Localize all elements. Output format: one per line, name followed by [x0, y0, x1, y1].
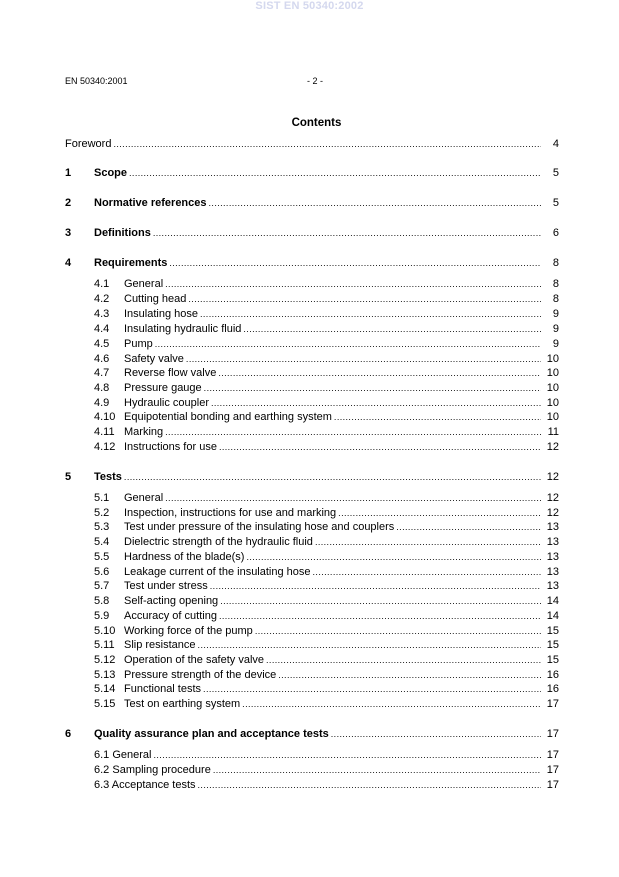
toc-entry-page: 8 — [552, 293, 559, 305]
toc-entry-label: Quality assurance plan and acceptance tests — [94, 728, 329, 740]
toc-entry-page: 12 — [546, 471, 559, 483]
leader-dots — [211, 396, 541, 410]
leader-dots — [334, 410, 541, 424]
watermark: SIST EN 50340:2002 — [255, 0, 364, 12]
toc-entry-page: 4 — [552, 138, 559, 150]
leader-dots — [198, 778, 541, 792]
toc-entry-page: 17 — [546, 728, 559, 740]
leader-dots — [165, 491, 541, 505]
toc-entry-page: 10 — [546, 382, 559, 394]
toc-entry-label: 5.15 Test on earthing system — [94, 698, 241, 710]
toc-entry-page: 11 — [547, 426, 559, 438]
toc-entry-label: 5.2 Inspection, instructions for use and marking — [94, 507, 337, 519]
toc-entry — [0, 748, 619, 762]
toc-entry-page: 13 — [546, 566, 559, 578]
toc-entry — [0, 425, 619, 439]
toc-entry — [0, 137, 619, 151]
toc-entry-page: 17 — [546, 749, 559, 761]
toc-entry-page: 8 — [552, 257, 559, 269]
toc-entry — [0, 550, 619, 564]
leader-dots — [154, 748, 542, 762]
toc-entry-page: 16 — [546, 683, 559, 695]
toc-entry — [0, 337, 619, 351]
leader-dots — [242, 697, 541, 711]
toc-entry-label: 4.5 Pump — [94, 338, 153, 350]
toc-entry-label: 5.10 Working force of the pump — [94, 625, 253, 637]
toc-entry-label: Requirements — [94, 257, 168, 269]
leader-dots — [113, 137, 541, 151]
toc-entry-page: 17 — [546, 779, 559, 791]
leader-dots — [169, 256, 541, 270]
toc-entry-label: 5.9 Accuracy of cutting — [94, 610, 217, 622]
toc-entry-page: 10 — [546, 353, 559, 365]
leader-dots — [209, 196, 541, 210]
toc-entry-label: 5.13 Pressure strength of the device — [94, 669, 277, 681]
toc-entry-label: 5.1 General — [94, 492, 164, 504]
leader-dots — [266, 653, 541, 667]
toc-entry-page: 8 — [552, 278, 559, 290]
toc-entry-page: 15 — [546, 654, 559, 666]
toc-entry-number: 5.14 — [94, 683, 116, 695]
toc-entry — [0, 697, 619, 711]
toc-entry — [0, 579, 619, 593]
toc-entry-page: 13 — [546, 551, 559, 563]
toc-entry-label: 6.2 Sampling procedure — [94, 764, 211, 776]
toc-entry-page: 12 — [546, 507, 559, 519]
toc-entry-number: 4.4 — [94, 323, 110, 335]
leader-dots — [315, 535, 541, 549]
toc-entry-page: 16 — [546, 669, 559, 681]
toc-entry-page: 14 — [546, 610, 559, 622]
toc-entry-page: 5 — [552, 167, 559, 179]
toc-entry-label: Tests — [94, 471, 122, 483]
toc-entry-label: 4.11 Marking — [94, 426, 164, 438]
leader-dots — [219, 440, 541, 454]
toc-entry — [0, 396, 619, 410]
toc-entry-number: 1 — [65, 167, 72, 179]
toc-entry — [0, 520, 619, 534]
leader-dots — [243, 322, 541, 336]
toc-entry — [0, 727, 619, 741]
toc-entry-label: 5.4 Dielectric strength of the hydraulic fluid — [94, 536, 313, 548]
toc-entry — [0, 292, 619, 306]
toc-entry-number: 5.12 — [94, 654, 116, 666]
toc-entry-label: 4.1 General — [94, 278, 164, 290]
toc-entry-number: 5.11 — [94, 639, 115, 651]
toc-entry-page: 13 — [546, 580, 559, 592]
toc-entry — [0, 763, 619, 777]
toc-entry-page: 6 — [552, 227, 559, 239]
leader-dots — [203, 682, 541, 696]
leader-dots — [218, 366, 541, 380]
toc-entry-number: 2 — [65, 197, 72, 209]
toc-entry-number: 5 — [65, 471, 72, 483]
leader-dots — [198, 638, 541, 652]
toc-entry-page: 9 — [552, 338, 559, 350]
toc-entry-number: 4.8 — [94, 382, 110, 394]
toc-entry — [0, 277, 619, 291]
toc-entry — [0, 322, 619, 336]
leader-dots — [124, 470, 541, 484]
leader-dots — [155, 337, 541, 351]
toc-entry-number: 4.10 — [94, 411, 116, 423]
toc-entry-label: 6.1 General — [94, 749, 152, 761]
toc-entry-number: 5.5 — [94, 551, 110, 563]
toc-entry-number: 6.1 — [94, 749, 113, 761]
toc-entry-page: 15 — [546, 625, 559, 637]
toc-entry — [0, 366, 619, 380]
toc-entry — [0, 256, 619, 270]
toc-entry-number: 6.3 — [94, 779, 112, 791]
toc-entry-number: 4.2 — [94, 293, 110, 305]
toc-entry-label: Definitions — [94, 227, 151, 239]
toc-entry — [0, 470, 619, 484]
toc-entry-page: 5 — [552, 197, 559, 209]
toc-entry-page: 12 — [546, 492, 559, 504]
toc-entry-page: 12 — [546, 441, 559, 453]
toc-entry-number: 4 — [65, 257, 72, 269]
leader-dots — [220, 594, 541, 608]
toc-entry-page: 10 — [546, 397, 559, 409]
leader-dots — [165, 425, 541, 439]
toc-entry-label: 4.6 Safety valve — [94, 353, 184, 365]
toc-entry-number: 5.6 — [94, 566, 110, 578]
toc-entry — [0, 226, 619, 240]
toc-entry — [0, 506, 619, 520]
toc-entry-number: 4.11 — [94, 426, 115, 438]
toc-entry-page: 17 — [546, 698, 559, 710]
leader-dots — [396, 520, 541, 534]
toc-entry-number: 5.9 — [94, 610, 110, 622]
toc-entry-page: 15 — [546, 639, 559, 651]
toc-entry — [0, 594, 619, 608]
leader-dots — [213, 763, 541, 777]
contents-title: Contents — [291, 117, 342, 129]
toc-entry-number: 4.6 — [94, 353, 110, 365]
toc-entry-number: 5.1 — [94, 492, 110, 504]
toc-entry-number: 5.3 — [94, 521, 110, 533]
toc-entry-number: 5.8 — [94, 595, 110, 607]
toc-entry-number: 5.7 — [94, 580, 110, 592]
toc-entry — [0, 440, 619, 454]
leader-dots — [313, 565, 541, 579]
toc-entry-number: 6 — [65, 728, 72, 740]
leader-dots — [165, 277, 541, 291]
toc-entry-page: 13 — [546, 536, 559, 548]
toc-entry-label: 5.11 Slip resistance — [94, 639, 196, 651]
toc-entry — [0, 682, 619, 696]
document-id: EN 50340:2001 — [65, 76, 128, 86]
toc-entry-number: 5.15 — [94, 698, 116, 710]
leader-dots — [200, 307, 541, 321]
leader-dots — [204, 381, 541, 395]
toc-entry — [0, 778, 619, 792]
leader-dots — [278, 668, 541, 682]
toc-entry — [0, 166, 619, 180]
toc-entry — [0, 352, 619, 366]
toc-entry-label: 5.8 Self-acting opening — [94, 595, 219, 607]
toc-entry-label: 4.8 Pressure gauge — [94, 382, 202, 394]
leader-dots — [246, 550, 541, 564]
toc-entry-label: 5.14 Functional tests — [94, 683, 202, 695]
toc-entry — [0, 668, 619, 682]
toc-entry-number: 4.7 — [94, 367, 110, 379]
toc-entry-label: 4.12 Instructions for use — [94, 441, 217, 453]
leader-dots — [219, 609, 541, 623]
toc-entry — [0, 491, 619, 505]
toc-entry — [0, 196, 619, 210]
toc-entry — [0, 535, 619, 549]
toc-entry-number: 4.3 — [94, 308, 110, 320]
toc-entry — [0, 609, 619, 623]
toc-entry-label: 4.2 Cutting head — [94, 293, 187, 305]
toc-entry-page: 13 — [546, 521, 559, 533]
leader-dots — [255, 624, 541, 638]
toc-entry-page: 14 — [546, 595, 559, 607]
toc-entry-number: 4.5 — [94, 338, 110, 350]
toc-entry-label: 6.3 Acceptance tests — [94, 779, 196, 791]
toc-entry — [0, 653, 619, 667]
toc-entry-label: 5.5 Hardness of the blade(s) — [94, 551, 245, 563]
toc-entry-label: 5.12 Operation of the safety valve — [94, 654, 265, 666]
toc-entry-number: 4.9 — [94, 397, 110, 409]
toc-entry-label: 4.10 Equipotential bonding and earthing system — [94, 411, 332, 423]
toc-entry-label: 5.3 Test under pressure of the insulating hose and couplers — [94, 521, 395, 533]
toc-entry-page: 10 — [546, 411, 559, 423]
leader-dots — [188, 292, 541, 306]
toc-entry — [0, 624, 619, 638]
page-number: - 2 - — [306, 76, 323, 86]
toc-entry-page: 17 — [546, 764, 559, 776]
leader-dots — [186, 352, 541, 366]
toc-entry-label: 4.9 Hydraulic coupler — [94, 397, 209, 409]
toc-entry-label: 5.6 Leakage current of the insulating hose — [94, 566, 311, 578]
toc-entry-number: 5.10 — [94, 625, 116, 637]
leader-dots — [210, 579, 541, 593]
toc-entry-number: 3 — [65, 227, 72, 239]
toc-entry-page: 10 — [546, 367, 559, 379]
toc-entry — [0, 307, 619, 321]
toc-entry-number: 5.13 — [94, 669, 116, 681]
toc-entry-label: 4.7 Reverse flow valve — [94, 367, 217, 379]
toc-entry — [0, 565, 619, 579]
toc-entry-number: 5.2 — [94, 507, 110, 519]
toc-entry-label: 4.3 Insulating hose — [94, 308, 198, 320]
toc-entry-label: Normative references — [94, 197, 207, 209]
toc-entry-number: 6.2 — [94, 764, 113, 776]
leader-dots — [153, 226, 541, 240]
toc-entry — [0, 410, 619, 424]
toc-entry-page: 9 — [552, 323, 559, 335]
toc-entry-number: 4.1 — [94, 278, 110, 290]
leader-dots — [338, 506, 541, 520]
leader-dots — [129, 166, 541, 180]
toc-entry-page: 9 — [552, 308, 559, 320]
toc-entry-label: Foreword — [65, 138, 112, 150]
toc-entry — [0, 638, 619, 652]
toc-entry-label: 4.4 Insulating hydraulic fluid — [94, 323, 242, 335]
leader-dots — [331, 727, 541, 741]
toc-entry-label: 5.7 Test under stress — [94, 580, 208, 592]
toc-entry-number: 4.12 — [94, 441, 116, 453]
toc-entry-label: Scope — [94, 167, 128, 179]
toc-entry-number: 5.4 — [94, 536, 110, 548]
toc-entry — [0, 381, 619, 395]
